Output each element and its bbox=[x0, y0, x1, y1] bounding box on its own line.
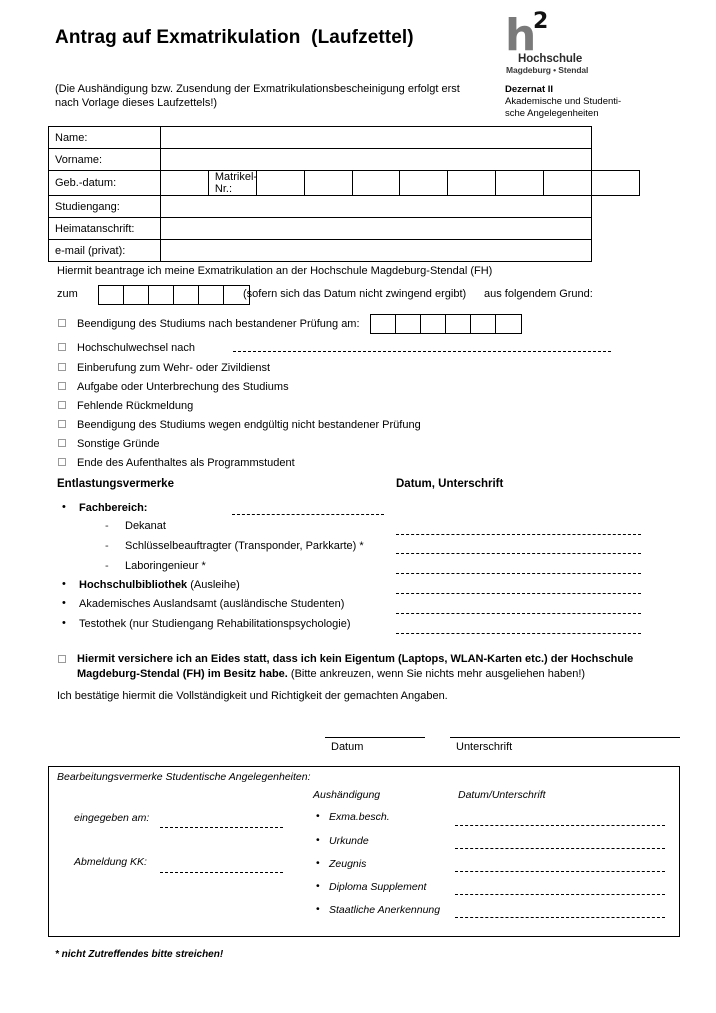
field-label-matrikelnummer: Matrikel-Nr.: bbox=[208, 171, 256, 196]
pruefung-date-box[interactable] bbox=[396, 315, 421, 333]
department-block bbox=[505, 84, 665, 120]
confirmation-text: Ich bestätige hiermit die Vollständigkeit und Richtigkeit der gemachten Angaben. bbox=[57, 690, 448, 702]
footnote: * nicht Zutreffendes bitte streichen! bbox=[55, 949, 224, 960]
checkbox-icon[interactable] bbox=[58, 319, 66, 327]
logo-superscript-two: 2 bbox=[533, 9, 549, 34]
clearance-item-dekanat bbox=[105, 520, 166, 532]
field-input-email[interactable] bbox=[161, 240, 592, 262]
reason-checkbox-row-programmstudent[interactable] bbox=[58, 457, 295, 469]
department-title: Dezernat II bbox=[505, 84, 554, 95]
checkbox-icon[interactable] bbox=[58, 458, 66, 466]
reason-checkbox-row-rueckmeldung[interactable] bbox=[58, 400, 193, 412]
reason-label: Sonstige Gründe bbox=[77, 438, 160, 451]
admin-label-abmeldung-kk: Abmeldung KK: bbox=[74, 856, 147, 868]
request-statement: Hiermit beantrage ich meine Exmatrikulation an der Hochschule Magdeburg-Stendal (FH) bbox=[57, 265, 493, 277]
checkbox-icon[interactable] bbox=[58, 382, 66, 390]
reason-label: Einberufung zum Wehr- oder Zivildienst bbox=[77, 362, 270, 375]
zum-date-box[interactable] bbox=[174, 286, 199, 304]
checkbox-icon[interactable] bbox=[58, 439, 66, 447]
field-label-geburtsdatum: Geb.-datum: bbox=[49, 171, 161, 196]
clearance-item-auslandsamt bbox=[62, 598, 344, 610]
zum-label: zum bbox=[57, 288, 78, 300]
reason-intro: aus folgendem Grund: bbox=[484, 288, 593, 300]
clearance-signature-line[interactable] bbox=[396, 613, 641, 614]
reason-checkbox-row-sonstige[interactable] bbox=[58, 438, 160, 450]
checkbox-icon[interactable] bbox=[58, 401, 66, 409]
table-row bbox=[49, 240, 640, 262]
hochschulwechsel-fill-line[interactable] bbox=[233, 351, 611, 352]
clearance-label-rest: (Ausleihe) bbox=[187, 579, 240, 591]
clearance-signature-line[interactable] bbox=[396, 534, 641, 535]
clearance-label: Testothek (nur Studiengang Rehabilitationspsychologie) bbox=[79, 618, 351, 630]
field-input-vorname[interactable] bbox=[161, 149, 592, 171]
hochschule-logo bbox=[505, 9, 600, 76]
clearance-label: Fachbereich: bbox=[79, 502, 148, 514]
field-label-studiengang: Studiengang: bbox=[49, 196, 161, 218]
matrikel-digit-box[interactable] bbox=[400, 171, 448, 196]
clearance-label: Dekanat bbox=[125, 520, 166, 532]
clearance-item-testothek bbox=[62, 618, 351, 630]
pruefung-date-box[interactable] bbox=[496, 315, 521, 333]
pruefung-date-boxes[interactable] bbox=[370, 314, 522, 334]
datum-signature-line[interactable] bbox=[325, 737, 425, 738]
admin-abmeldung-fill-line[interactable] bbox=[160, 872, 283, 873]
unterschrift-signature-line[interactable] bbox=[450, 737, 680, 738]
table-row bbox=[49, 171, 640, 196]
reason-label: Ende des Aufenthaltes als Programmstudent bbox=[77, 457, 295, 470]
department-line-1: Akademische und Studenti- bbox=[505, 96, 622, 107]
checkbox-icon[interactable] bbox=[58, 655, 66, 663]
table-row bbox=[49, 127, 640, 149]
eidesstattliche-declaration[interactable] bbox=[58, 652, 658, 682]
matrikel-digit-box[interactable] bbox=[304, 171, 352, 196]
department-line-2: sche Angelegenheiten bbox=[505, 108, 599, 119]
clearance-signature-line[interactable] bbox=[396, 593, 641, 594]
declaration-text bbox=[77, 652, 658, 682]
clearance-label: Laboringenieur * bbox=[125, 560, 206, 572]
admin-signature-line[interactable] bbox=[455, 825, 665, 826]
matrikel-digit-box[interactable] bbox=[448, 171, 496, 196]
admin-col-aushaendigung: Aushändigung bbox=[313, 789, 381, 801]
admin-signature-line[interactable] bbox=[455, 917, 665, 918]
admin-label-eingegeben-am: eingegeben am: bbox=[74, 812, 150, 824]
clearance-item-fachbereich bbox=[62, 502, 147, 514]
zum-note: (sofern sich das Datum nicht zwingend ergibt) bbox=[243, 288, 467, 300]
clearance-item-bibliothek bbox=[62, 579, 240, 591]
clearance-heading: Entlastungsvermerke bbox=[57, 478, 174, 490]
clearance-item-laboringenieur bbox=[105, 560, 206, 572]
declaration-normal-text: (Bitte ankreuzen, wenn Sie nichts mehr ausgeliehen haben!) bbox=[287, 668, 586, 680]
field-label-heimatanschrift: Heimatanschrift: bbox=[49, 218, 161, 240]
declaration-bold-text: Hiermit versichere ich an Eides statt, dass ich kein Eigentum (Laptops, WLAN-Karten etc.) der Hochschule Magdeburg-Stendal (FH) im Besitz habe. bbox=[77, 653, 634, 680]
clearance-item-schluesselbeauftragter bbox=[105, 540, 364, 552]
admin-signature-line[interactable] bbox=[455, 894, 665, 895]
table-row bbox=[49, 149, 640, 171]
checkbox-icon[interactable] bbox=[58, 420, 66, 428]
logo-institution-name: Hochschule bbox=[518, 53, 583, 65]
zum-date-box[interactable] bbox=[99, 286, 124, 304]
personal-data-table bbox=[48, 126, 640, 262]
fachbereich-fill-line[interactable] bbox=[232, 514, 384, 515]
clearance-signature-line[interactable] bbox=[396, 553, 641, 554]
field-input-geburtsdatum[interactable] bbox=[161, 171, 209, 196]
pruefung-date-box[interactable] bbox=[371, 315, 396, 333]
reason-checkbox-row-hochschulwechsel[interactable] bbox=[58, 342, 195, 354]
field-label-vorname: Vorname: bbox=[49, 149, 161, 171]
field-input-heimatanschrift[interactable] bbox=[161, 218, 592, 240]
admin-item-diploma-supplement: • Diploma Supplement bbox=[329, 881, 426, 893]
matrikel-digit-box[interactable] bbox=[592, 171, 640, 196]
reason-label: Hochschulwechsel nach bbox=[77, 342, 196, 355]
admin-item-urkunde: • Urkunde bbox=[329, 835, 369, 847]
admin-item-exma-besch: • Exma.besch. bbox=[329, 811, 390, 823]
admin-signature-line[interactable] bbox=[455, 848, 665, 849]
checkbox-icon[interactable] bbox=[58, 363, 66, 371]
admin-box-title: Bearbeitungsvermerke Studentische Angelegenheiten: bbox=[57, 771, 311, 783]
zum-date-box[interactable] bbox=[124, 286, 149, 304]
logo-campus-subtitle: Magdeburg • Stendal bbox=[506, 65, 589, 75]
clearance-signature-line[interactable] bbox=[396, 573, 641, 574]
reason-checkbox-row-nicht-bestanden[interactable] bbox=[58, 419, 421, 431]
pruefung-date-box[interactable] bbox=[446, 315, 471, 333]
matrikel-digit-box[interactable] bbox=[496, 171, 544, 196]
matrikel-digit-box[interactable] bbox=[544, 171, 592, 196]
admin-eingegeben-fill-line[interactable] bbox=[160, 827, 283, 828]
reason-checkbox-row-wehrdienst[interactable] bbox=[58, 362, 270, 374]
table-row bbox=[49, 218, 640, 240]
clearance-signature-line[interactable] bbox=[396, 633, 641, 634]
reason-label: Aufgabe oder Unterbrechung des Studiums bbox=[77, 381, 289, 394]
table-row bbox=[49, 196, 640, 218]
field-input-studiengang[interactable] bbox=[161, 196, 592, 218]
admin-item-staatliche-anerkennung: • Staatliche Anerkennung bbox=[329, 904, 440, 916]
admin-signature-line[interactable] bbox=[455, 871, 665, 872]
admin-col-datum-unterschrift: Datum/Unterschrift bbox=[458, 789, 546, 801]
reason-label: Beendigung des Studiums nach bestandener Prüfung am: bbox=[77, 318, 360, 331]
admin-item-zeugnis: • Zeugnis bbox=[329, 858, 366, 870]
field-input-name[interactable] bbox=[161, 127, 592, 149]
clearance-signature-heading: Datum, Unterschrift bbox=[396, 478, 504, 490]
pruefung-date-box[interactable] bbox=[421, 315, 446, 333]
page-title: Antrag auf Exmatrikulation (Laufzettel) bbox=[55, 27, 414, 48]
intro-note: (Die Aushändigung bzw. Zusendung der Exmatrikulationsbescheinigung erfolgt erst nach Vorlage dieses Laufzettels!) bbox=[55, 83, 460, 109]
unterschrift-label: Unterschrift bbox=[456, 741, 513, 753]
logo-h-mark: h bbox=[505, 10, 537, 61]
zum-date-boxes[interactable] bbox=[98, 285, 250, 305]
matrikel-digit-box[interactable] bbox=[352, 171, 400, 196]
zum-date-box[interactable] bbox=[199, 286, 224, 304]
checkbox-icon[interactable] bbox=[58, 343, 66, 351]
reason-label: Beendigung des Studiums wegen endgültig nicht bestandener Prüfung bbox=[77, 419, 421, 432]
matrikel-digit-box[interactable] bbox=[256, 171, 304, 196]
zum-date-box[interactable] bbox=[149, 286, 174, 304]
reason-checkbox-row-aufgabe[interactable] bbox=[58, 381, 289, 393]
pruefung-date-box[interactable] bbox=[471, 315, 496, 333]
datum-label: Datum bbox=[331, 741, 364, 753]
reason-label: Fehlende Rückmeldung bbox=[77, 400, 194, 413]
clearance-label bbox=[79, 579, 240, 591]
field-label-name: Name: bbox=[49, 127, 161, 149]
field-label-email: e-mail (privat): bbox=[49, 240, 161, 262]
clearance-label: Akademisches Auslandsamt (ausländische Studenten) bbox=[79, 598, 345, 610]
clearance-label: Schlüsselbeauftragter (Transponder, Parkkarte) * bbox=[125, 540, 364, 552]
reason-checkbox-row-pruefung[interactable] bbox=[58, 318, 360, 330]
clearance-label-bold: Hochschulbibliothek bbox=[79, 579, 188, 591]
